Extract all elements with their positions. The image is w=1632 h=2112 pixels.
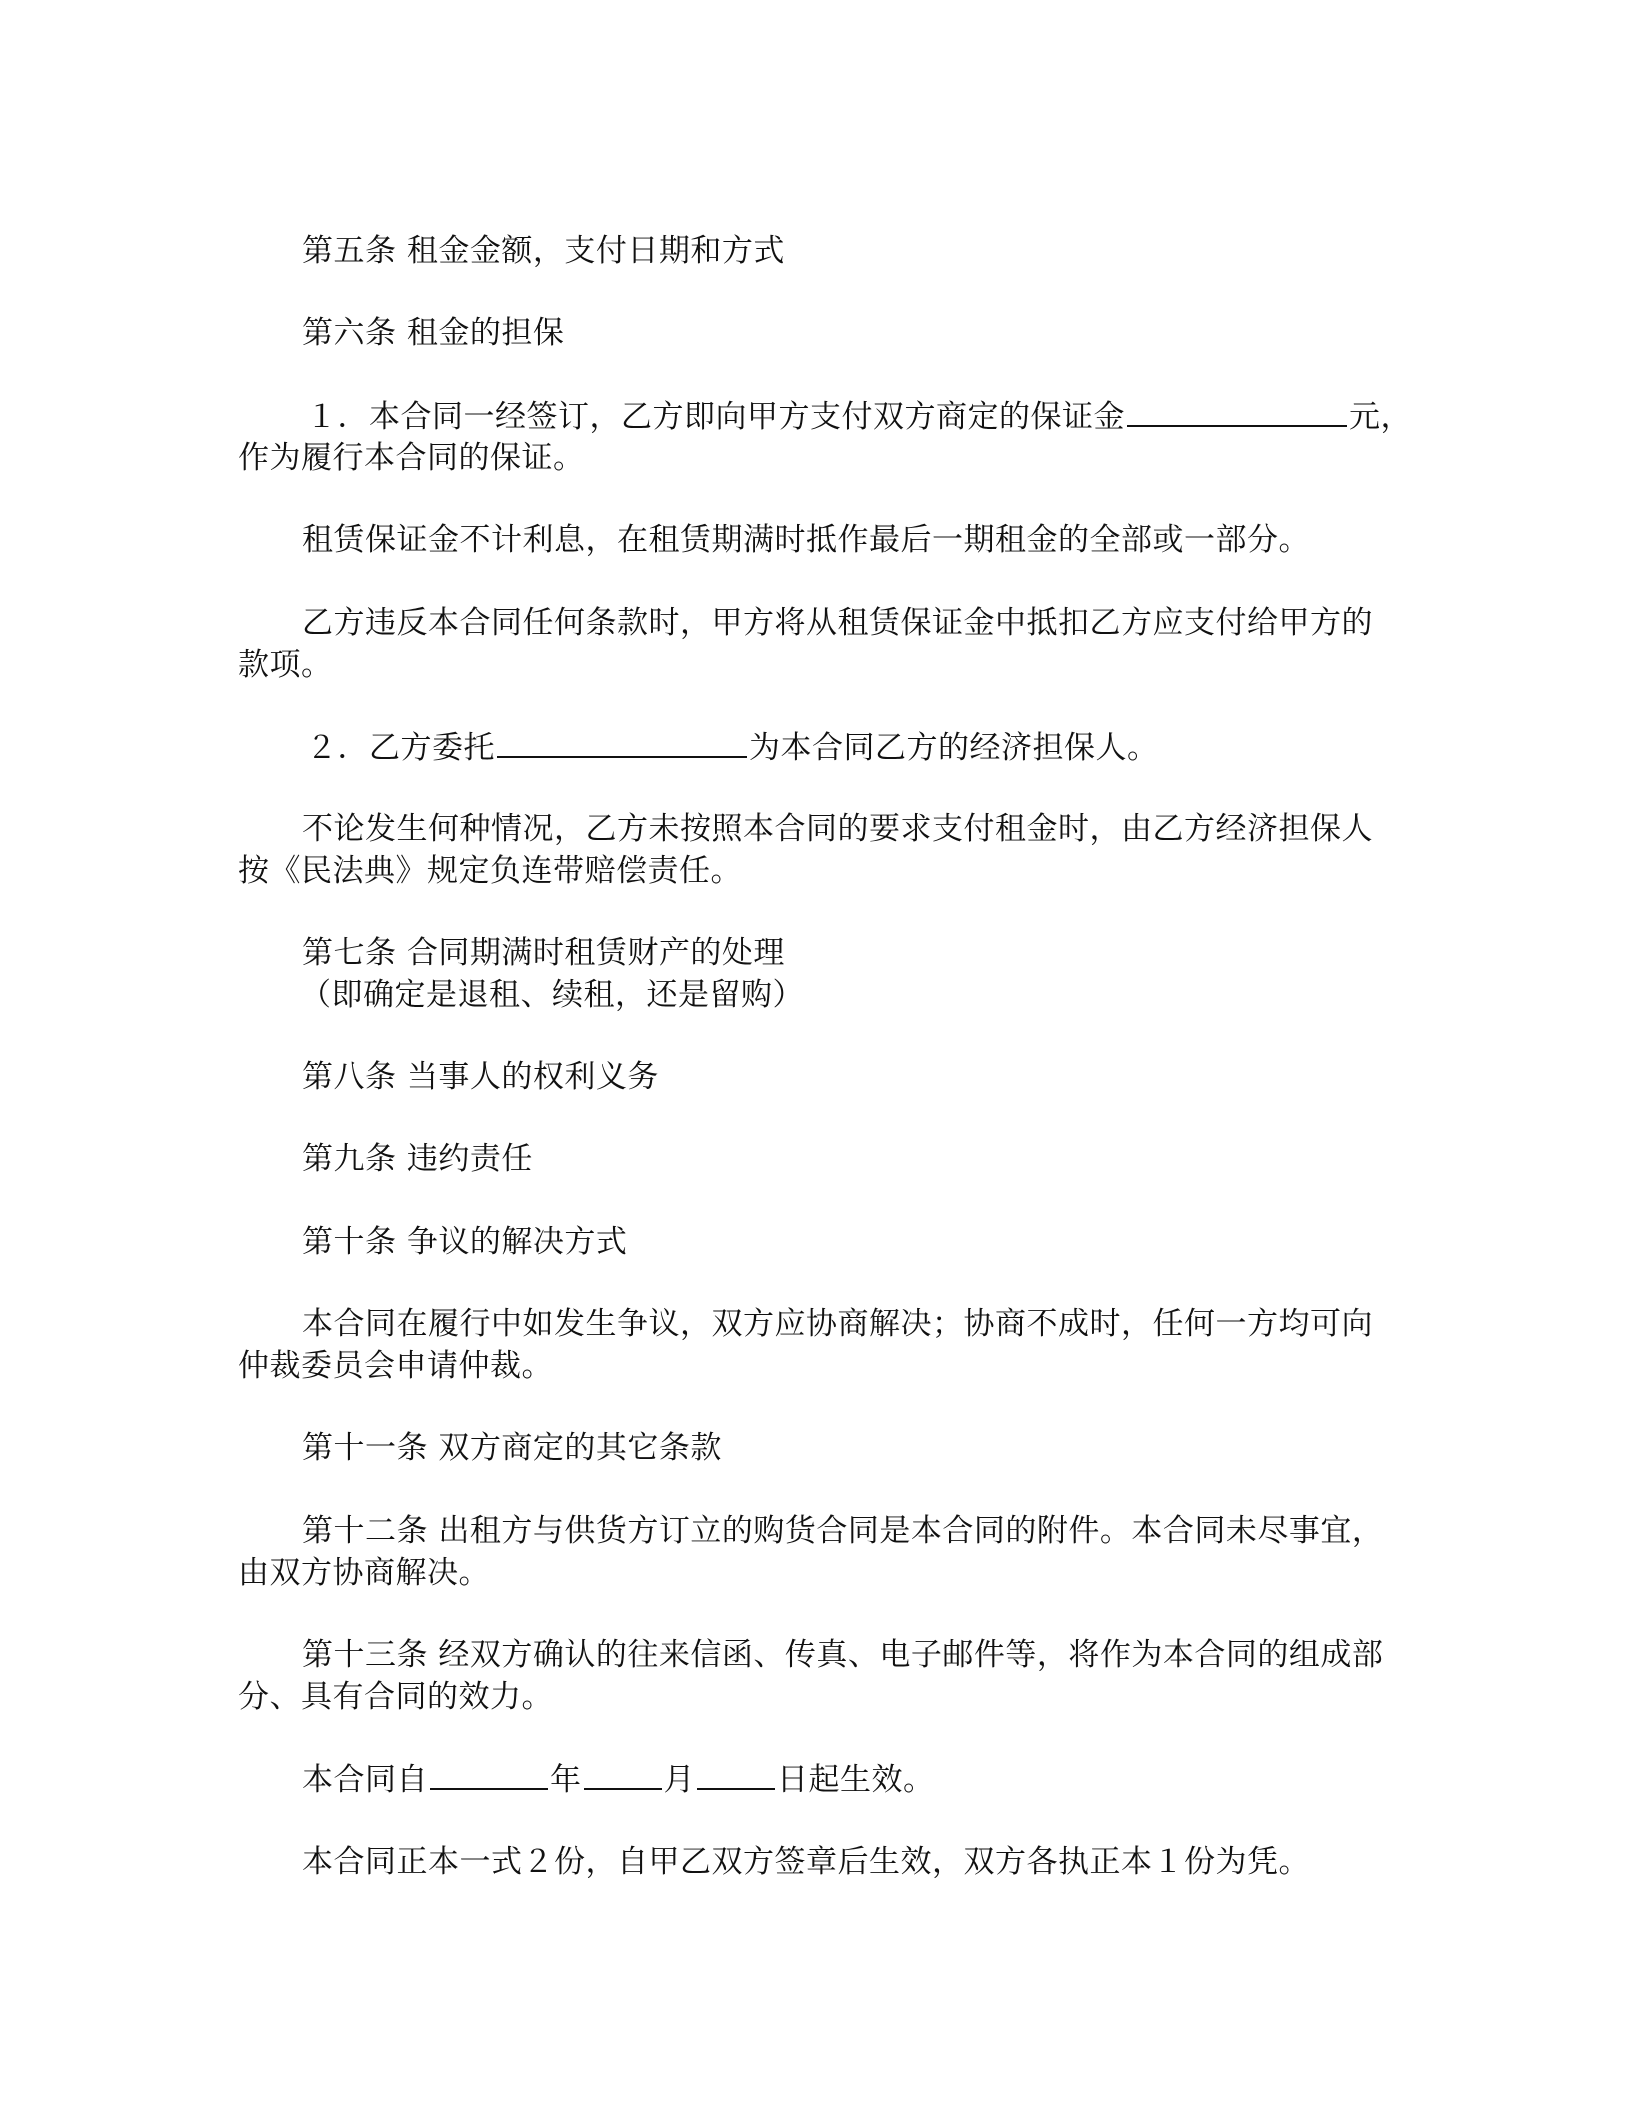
article-9-heading: 第九条 违约责任 [302, 1141, 533, 1177]
article-6-deposit-interest: 租赁保证金不计利息，在租赁期满时抵作最后一期租金的全部或一部分。 [302, 522, 1310, 558]
article-12-line-1: 第十二条 出租方与供货方订立的购货合同是本合同的附件。本合同未尽事宜， [302, 1513, 1384, 1549]
effective-date-line [302, 1758, 1462, 1801]
article-6-guarantor-line-1: 不论发生何种情况，乙方未按照本合同的要求支付租金时，由乙方经济担保人 [302, 811, 1373, 847]
deposit-amount-blank [1127, 395, 1347, 427]
article-11-heading: 第十一条 双方商定的其它条款 [302, 1430, 722, 1466]
article-10-heading: 第十条 争议的解决方式 [302, 1224, 628, 1260]
article-6-heading: 第六条 租金的担保 [302, 315, 565, 351]
guarantor-blank [497, 726, 747, 758]
year-label: 年 [550, 1762, 582, 1798]
month-blank [584, 1758, 662, 1790]
year-blank [430, 1758, 548, 1790]
article-6-clause-2 [306, 726, 1466, 769]
article-7-heading: 第七条 合同期满时租赁财产的处理 [302, 935, 785, 971]
article-13-line-1: 第十三条 经双方确认的往来信函、传真、电子邮件等，将作为本合同的组成部 [302, 1637, 1384, 1673]
article-6-breach-line-1: 乙方违反本合同任何条款时，甲方将从租赁保证金中抵扣乙方应支付给甲方的 [302, 605, 1373, 641]
article-8-heading: 第八条 当事人的权利义务 [302, 1059, 659, 1095]
clause-1-unit: 元， [1349, 399, 1412, 435]
article-13-line-2: 分、具有合同的效力。 [238, 1679, 553, 1715]
article-6-breach-line-2: 款项。 [238, 647, 333, 683]
copies-clause: 本合同正本一式２份，自甲乙双方签章后生效，双方各执正本１份为凭。 [302, 1844, 1310, 1880]
article-6-clause-1 [306, 395, 1466, 438]
day-label: 日起生效。 [777, 1762, 935, 1798]
article-12-line-2: 由双方协商解决。 [238, 1555, 490, 1591]
clause-2-suffix: 为本合同乙方的经济担保人。 [749, 730, 1159, 766]
article-6-clause-1-cont: 作为履行本合同的保证。 [238, 440, 585, 476]
month-label: 月 [663, 1762, 695, 1798]
clause-2-text: ２．乙方委托 [306, 730, 495, 766]
day-blank [697, 1758, 775, 1790]
article-5-heading: 第五条 租金金额，支付日期和方式 [302, 233, 785, 269]
article-6-guarantor-line-2: 按《民法典》规定负连带赔偿责任。 [238, 853, 742, 889]
article-7-note: （即确定是退租、续租，还是留购） [300, 977, 804, 1013]
article-10-dispute-line-2: 仲裁委员会申请仲裁。 [238, 1348, 553, 1384]
clause-1-text: １．本合同一经签订，乙方即向甲方支付双方商定的保证金 [306, 399, 1125, 435]
article-10-dispute-line-1: 本合同在履行中如发生争议，双方应协商解决；协商不成时，任何一方均可向 [302, 1306, 1373, 1342]
effective-prefix: 本合同自 [302, 1762, 428, 1798]
